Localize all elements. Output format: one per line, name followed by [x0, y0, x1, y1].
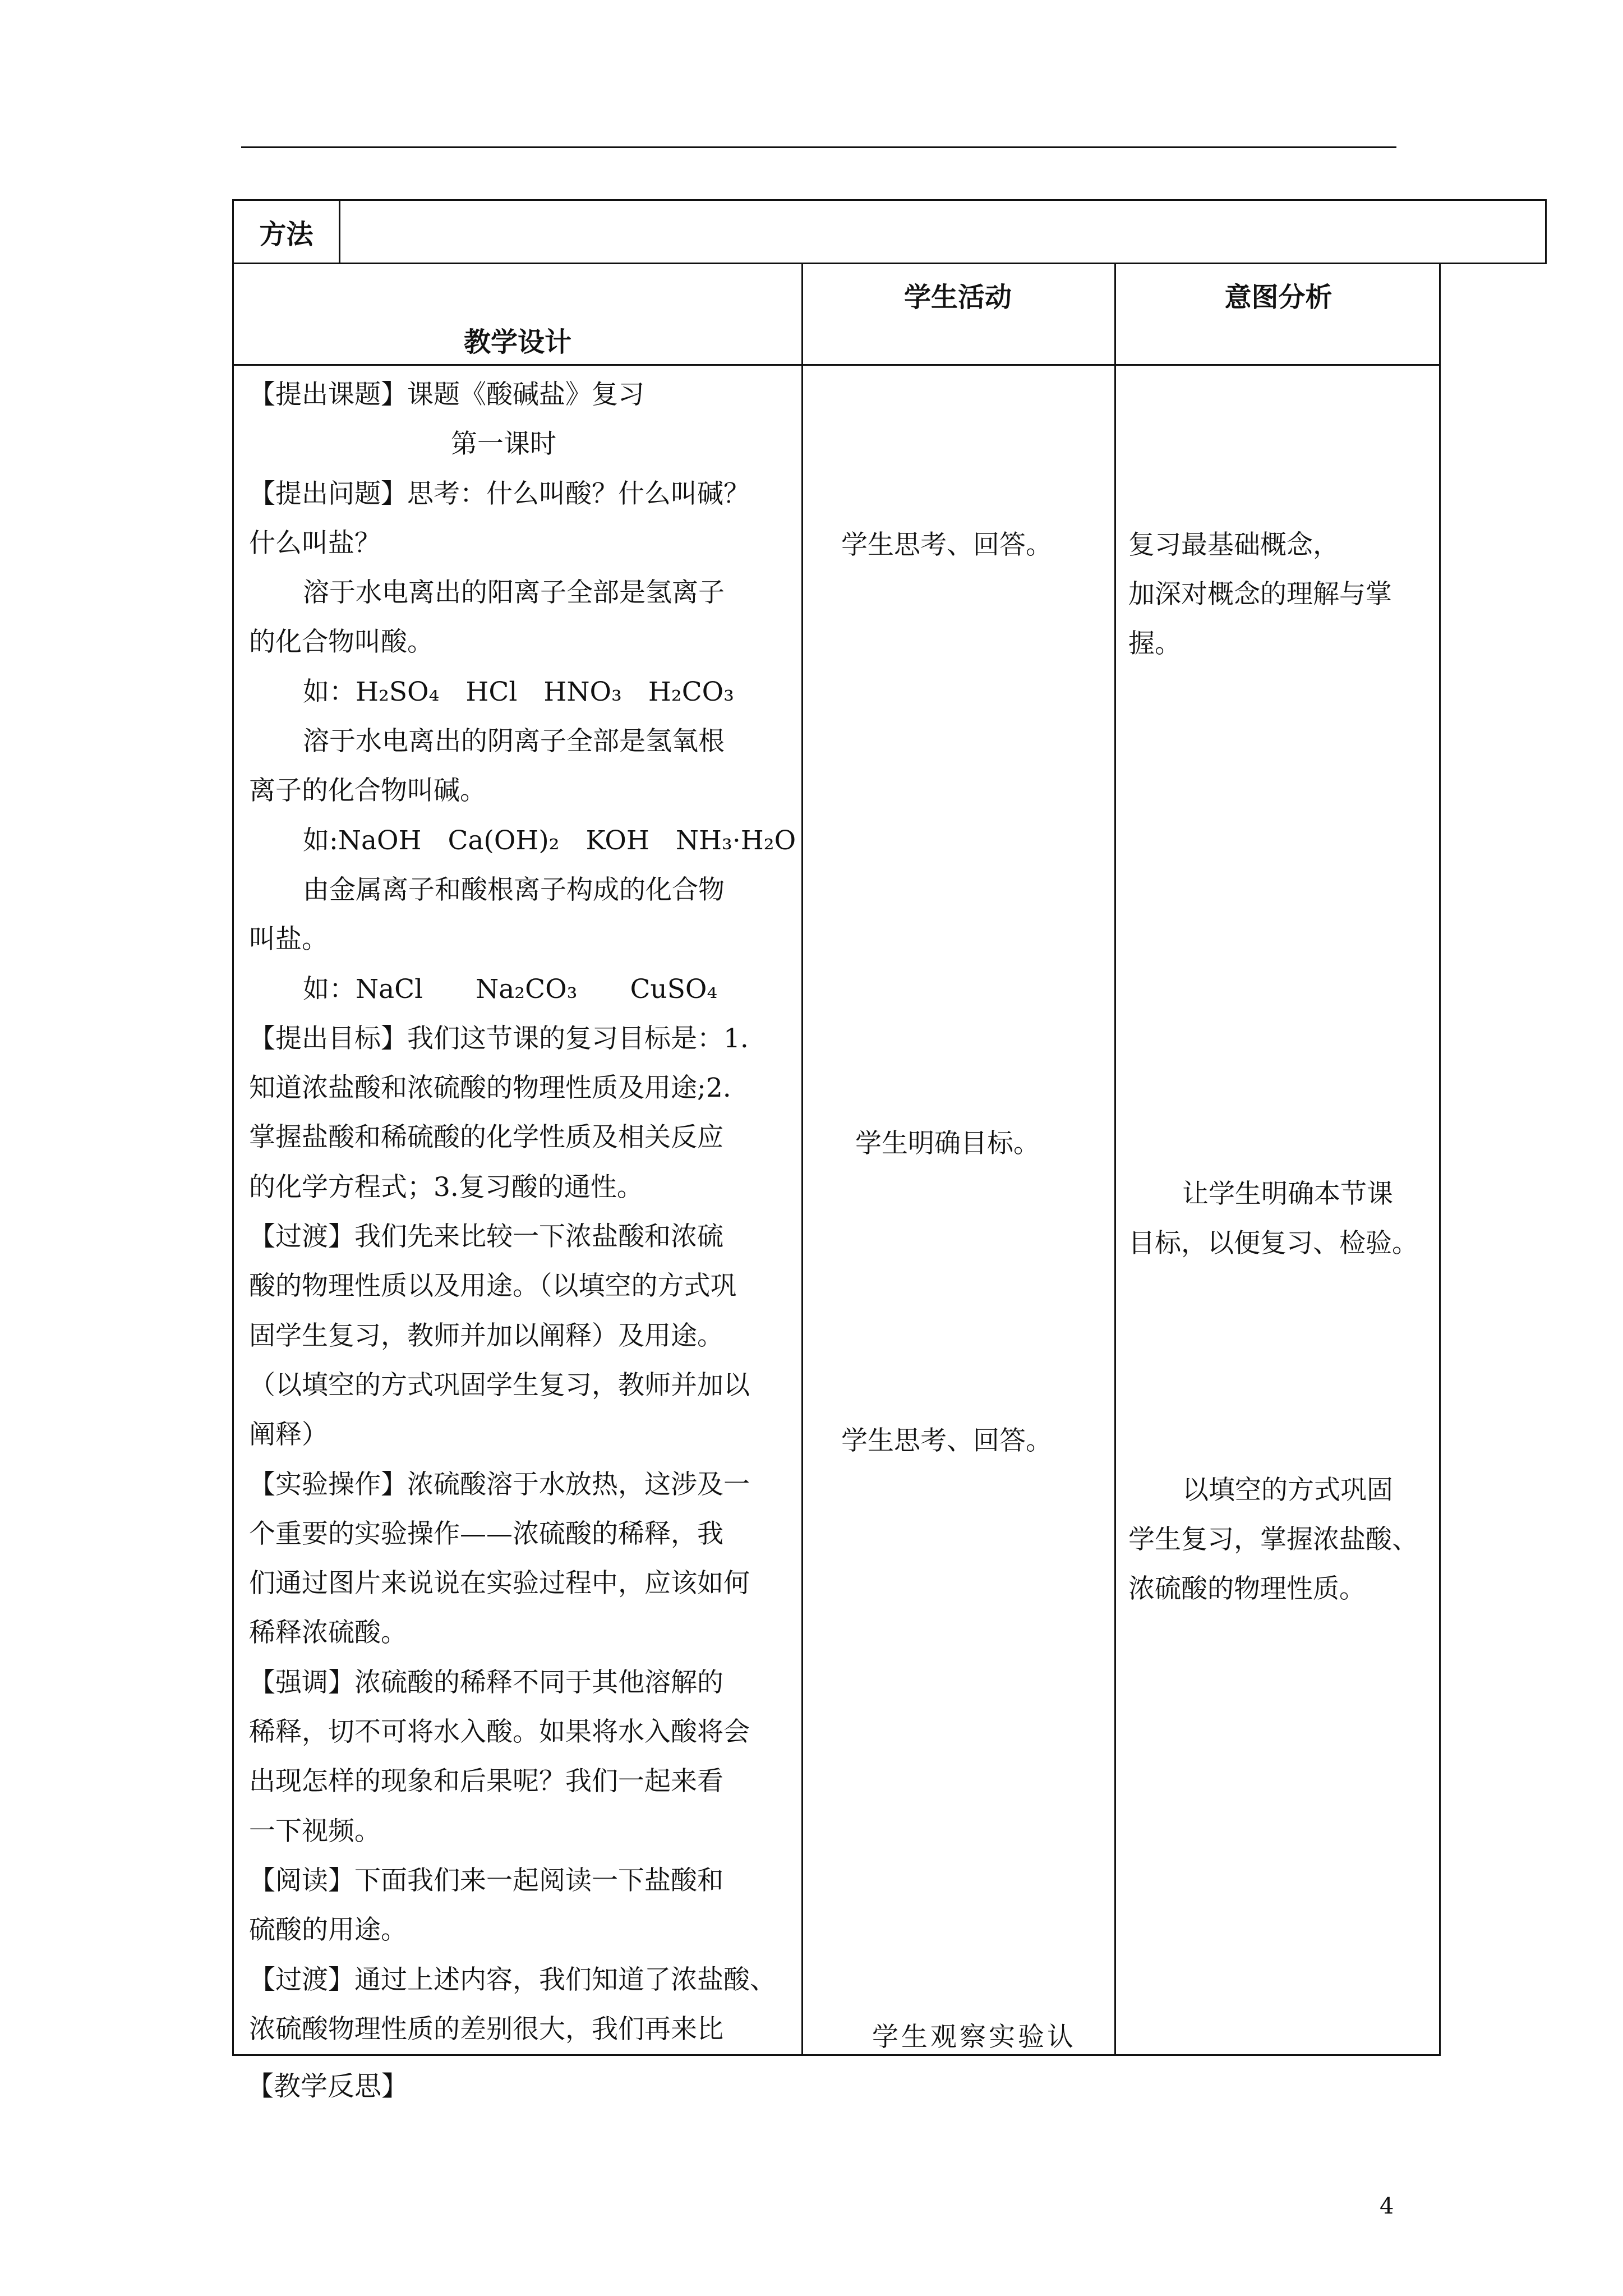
intent-note: 浓硫酸的物理性质。	[1128, 1573, 1366, 1604]
design-line: 【过渡】我们先来比较一下浓盐酸和浓硫	[249, 1221, 723, 1253]
design-line: 阐释）	[249, 1419, 328, 1451]
design-line: 固学生复习，教师并加以阐释）及用途。	[249, 1320, 723, 1351]
design-line: 【提出问题】思考：什么叫酸？什么叫碱？	[249, 478, 750, 509]
design-line: 稀释，切不可将水入酸。如果将水入酸将会	[249, 1717, 750, 1748]
activity-note: 学生思考、回答。	[841, 1425, 1052, 1456]
design-line: 叫盐。	[249, 924, 328, 955]
header-rule	[241, 146, 1396, 148]
column-divider-1	[801, 264, 803, 2054]
teaching-reflection-label: 【教学反思】	[247, 2070, 409, 2102]
design-line: （以填空的方式巩固学生复习，教师并加以	[249, 1369, 750, 1401]
column-divider-2	[1114, 264, 1116, 2054]
header-design: 教学设计	[463, 326, 571, 358]
design-line: 的化学方程式；3.复习酸的通性。	[249, 1171, 643, 1203]
design-line: 们通过图片来说说在实验过程中，应该如何	[249, 1568, 750, 1599]
design-line: 什么叫盐？	[249, 527, 381, 559]
design-line: 如:NaOH Ca(OH)₂ KOH NH₃·H₂O	[303, 825, 796, 856]
intent-note: 学生复习，掌握浓盐酸、	[1128, 1524, 1418, 1555]
intent-note: 复习最基础概念，	[1128, 530, 1339, 560]
design-line: 溶于水电离出的阴离子全部是氢氧根	[303, 726, 725, 757]
method-table	[232, 199, 1547, 264]
design-line: 离子的化合物叫碱。	[249, 775, 486, 807]
header-intent: 意图分析	[1224, 282, 1332, 313]
activity-note: 学生观察实验认	[872, 2022, 1076, 2053]
design-line: 稀释浓硫酸。	[249, 1617, 407, 1649]
intent-note: 握。	[1128, 628, 1181, 659]
design-line: 第一课时	[451, 429, 556, 460]
design-line: 【实验操作】浓硫酸溶于水放热，这涉及一	[249, 1469, 750, 1500]
design-line: 【过渡】通过上述内容，我们知道了浓盐酸、	[249, 1964, 776, 1995]
header-activity: 学生活动	[903, 282, 1012, 313]
intent-note: 目标，以便复习、检验。	[1128, 1228, 1418, 1259]
design-line: 【提出课题】课题《酸碱盐》复习	[249, 379, 644, 410]
design-line: 酸的物理性质以及用途。（以填空的方式巩	[249, 1271, 737, 1302]
design-line: 【强调】浓硫酸的稀释不同于其他溶解的	[249, 1667, 723, 1698]
design-column	[249, 370, 799, 2054]
design-line: 个重要的实验操作——浓硫酸的稀释，我	[249, 1518, 723, 1549]
activity-note: 学生思考、回答。	[841, 530, 1052, 560]
page-number: 4	[1380, 2193, 1394, 2219]
design-line: 由金属离子和酸根离子构成的化合物	[303, 874, 725, 905]
design-line: 出现怎样的现象和后果呢？我们一起来看	[249, 1766, 723, 1797]
design-line: 的化合物叫酸。	[249, 627, 434, 658]
design-line: 知道浓盐酸和浓硫酸的物理性质及用途;2.	[249, 1073, 731, 1104]
design-line: 一下视频。	[249, 1815, 381, 1847]
design-line: 【阅读】下面我们来一起阅读一下盐酸和	[249, 1865, 723, 1896]
design-line: 硫酸的用途。	[249, 1915, 407, 1946]
header-divider	[234, 364, 1439, 366]
intent-note: 以填空的方式巩固	[1182, 1475, 1393, 1506]
method-label: 方法	[234, 201, 340, 263]
intent-note: 让学生明确本节课	[1182, 1179, 1393, 1209]
design-line: 如：H₂SO₄ HCl HNO₃ H₂CO₃	[303, 676, 735, 707]
design-line: 浓硫酸物理性质的差别很大，我们再来比	[249, 2013, 723, 2045]
activity-note: 学生明确目标。	[855, 1128, 1040, 1159]
intent-note: 加深对概念的理解与掌	[1128, 579, 1392, 610]
design-line: 溶于水电离出的阳离子全部是氢离子	[303, 577, 725, 609]
design-line: 【提出目标】我们这节课的复习目标是：1.	[249, 1023, 749, 1054]
design-line: 掌握盐酸和稀硫酸的化学性质及相关反应	[249, 1122, 723, 1153]
design-line: 如：NaCl Na₂CO₃ CuSO₄	[303, 973, 718, 1005]
